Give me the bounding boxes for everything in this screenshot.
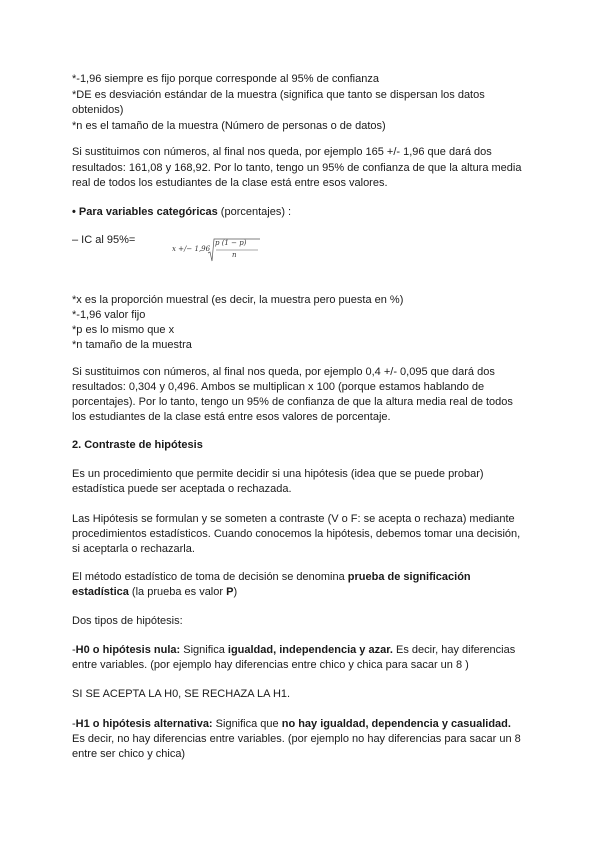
note-fixed-value-2: *-1,96 valor fijo <box>72 309 146 321</box>
ic-label: – IC al 95%= <box>72 234 136 246</box>
para3-line1 <box>72 569 471 585</box>
note-std-deviation: *DE es desviación estándar de la muestra (significa que tanto se dispersan los datos <box>72 89 485 101</box>
rule-line: SI SE ACEPTA LA H0, SE RECHAZA LA H1. <box>72 688 291 700</box>
para3-end: ) <box>233 586 238 598</box>
para2-line2: procedimientos estadísticos. Cuando conocemos la hipótesis, debemos tomar una decisión, <box>72 528 521 540</box>
bullet: • <box>72 206 79 218</box>
h1-line1 <box>72 716 511 732</box>
para1-line1: Es un procedimiento que permite decidir si una hipótesis (idea que se puede probar) <box>72 468 484 480</box>
h0-line2: entre variables. (por ejemplo hay diferencias entre chico y chica para sacar un 8 ) <box>72 659 469 671</box>
para3-line2 <box>72 584 237 600</box>
h1-line3: entre ser chico y chica) <box>72 748 186 760</box>
h0-label: H0 o hipótesis nula: <box>75 644 181 656</box>
note-sample-size-2: *n tamaño de la muestra <box>72 339 192 351</box>
h0-bold: igualdad, independencia y azar. <box>227 644 393 656</box>
para3-p-value: P <box>226 586 234 598</box>
formula-prefix: x +/− 1,96 <box>172 245 211 253</box>
example2-line4: los estudiantes de la clase está entre esos valores de porcentaje. <box>72 411 391 423</box>
formula-numerator: p (1 − p) <box>215 239 247 247</box>
h0-mid: Significa <box>180 644 228 656</box>
example1-line2: resultados: 161,08 y 168,92. Por lo tanto, tengo un 95% de confianza de que la altura media <box>72 162 522 174</box>
h1-label: H1 o hipótesis alternativa: <box>75 718 213 730</box>
categorical-heading <box>72 204 291 220</box>
example2-line2: resultados: 0,304 y 0,496. Ambos se multiplican x 100 (porque estamos hablando de <box>72 381 485 393</box>
note-sample-size: *n es el tamaño de la muestra (Número de personas o de datos) <box>72 120 386 132</box>
h0-dash: - <box>72 644 76 656</box>
h1-mid: Significa que <box>212 718 282 730</box>
confidence-interval-formula <box>172 236 262 264</box>
para3-mid: (la prueba es valor <box>128 586 227 598</box>
h0-line1 <box>72 642 515 658</box>
para1-line2: estadística puede ser aceptada o rechazada. <box>72 483 292 495</box>
section2-heading: 2. Contraste de hipótesis <box>72 439 203 451</box>
note-proportion: *x es la proporción muestral (es decir, la muestra pero puesta en %) <box>72 294 404 306</box>
para2-line1: Las Hipótesis se formulan y se someten a contraste (V o F: se acepta o rechaza) mediante <box>72 513 515 525</box>
example2-line3: porcentajes). Por lo tanto, tengo un 95% de confianza de que la altura media real de todos <box>72 396 513 408</box>
two-types-heading: Dos tipos de hipótesis: <box>72 615 183 627</box>
formula-denominator: n <box>232 251 237 259</box>
para3-bold-2: estadística <box>72 586 129 598</box>
categorical-heading-rest: (porcentajes) : <box>217 206 292 218</box>
categorical-heading-bold: Para variables categóricas <box>78 206 218 218</box>
h1-dash: - <box>72 718 76 730</box>
note-std-deviation-cont: obtenidos) <box>72 104 124 116</box>
example2-line1: Si sustituimos con números, al final nos queda, por ejemplo 0,4 +/- 0,095 que dará dos <box>72 366 495 378</box>
para3-bold: prueba de significación <box>347 571 471 583</box>
example1-line1: Si sustituimos con números, al final nos queda, por ejemplo 165 +/- 1,96 que dará dos <box>72 146 492 158</box>
para2-line3: si aceptarla o rechazarla. <box>72 543 195 555</box>
example1-line3: real de todos los estudiantes de la clase está entre esos valores. <box>72 177 388 189</box>
h0-end: Es decir, hay diferencias <box>392 644 516 656</box>
note-p-same-as-x: *p es lo mismo que x <box>72 324 175 336</box>
h1-bold: no hay igualdad, dependencia y casualidad. <box>281 718 511 730</box>
h1-line2: Es decir, no hay diferencias entre variables. (por ejemplo no hay diferencias para sacar un 8 <box>72 733 521 745</box>
para3-pre: El método estadístico de toma de decisión se denomina <box>72 571 348 583</box>
note-fixed-value: *-1,96 siempre es fijo porque corresponde al 95% de confianza <box>72 73 379 85</box>
